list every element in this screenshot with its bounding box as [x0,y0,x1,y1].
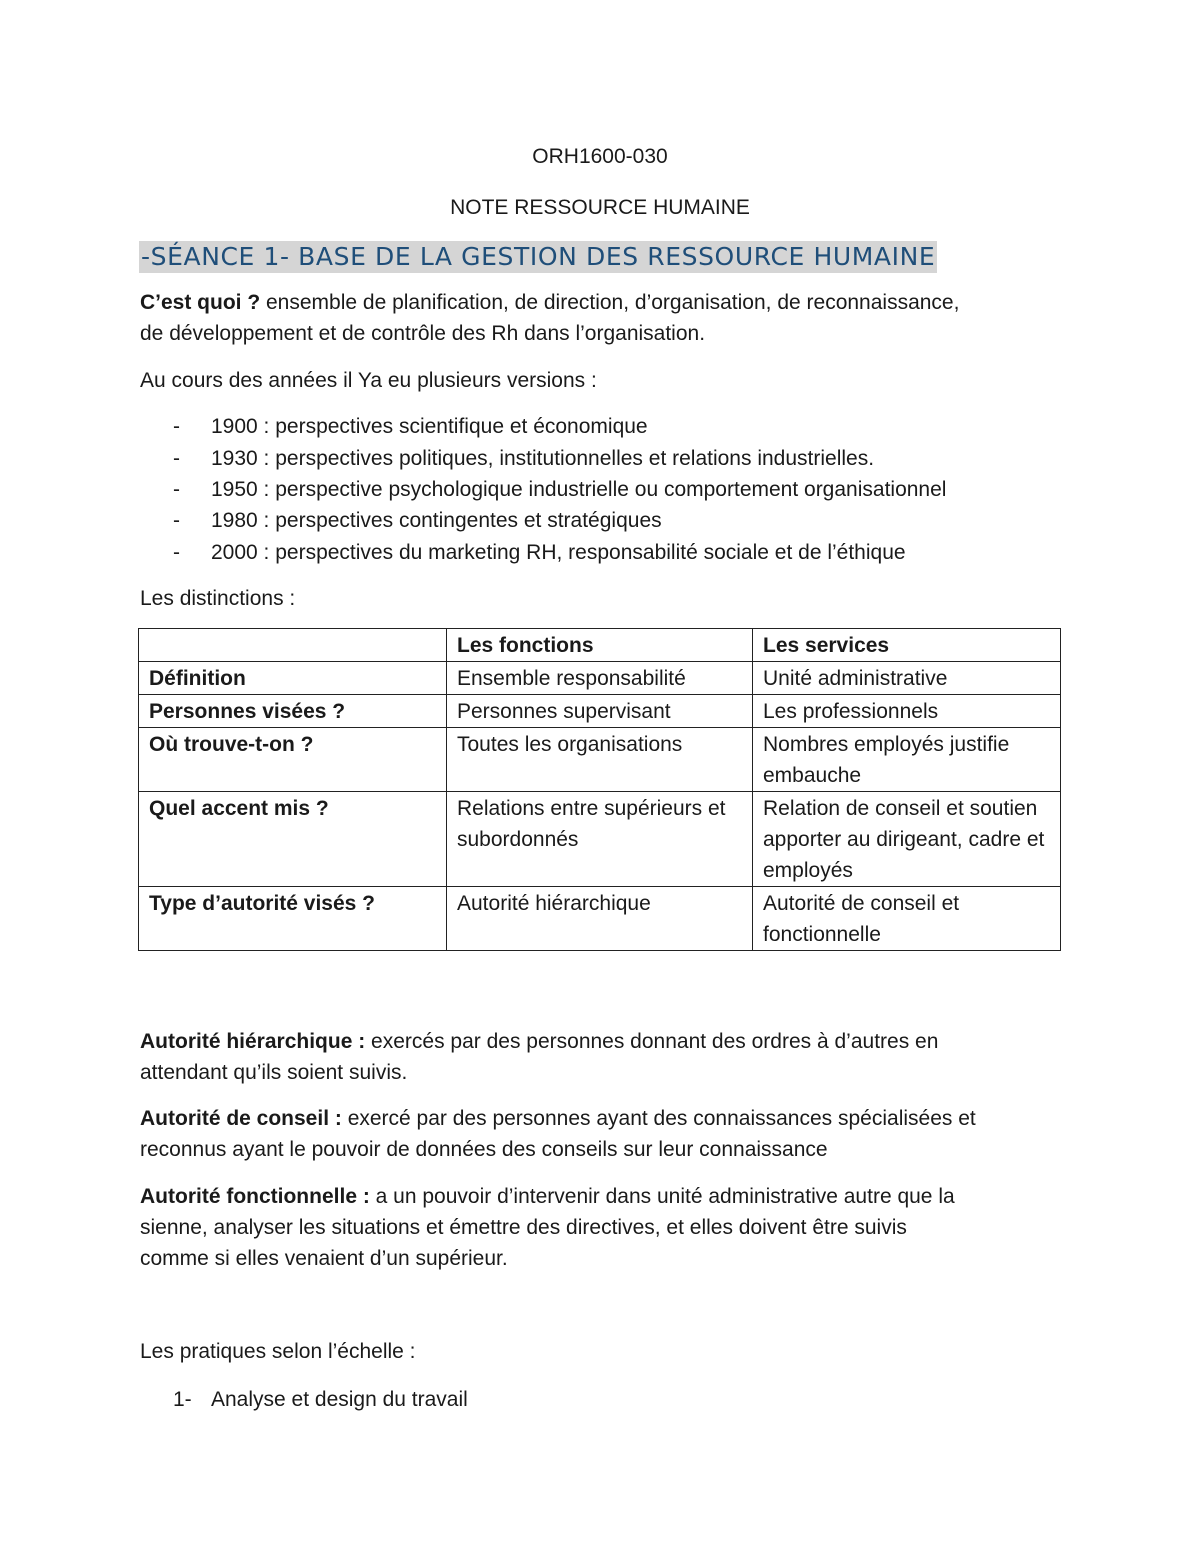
table-cell-fonctions: Toutes les organisations [447,728,753,792]
table-cell-services: Nombres employés justifie embauche [753,728,1061,792]
table-header-services: Les services [753,629,1061,662]
authority-fonctionnelle-text: a un pouvoir d’intervenir dans unité administrative autre que la [369,1185,955,1208]
authority-fonctionnelle-line-3: comme si elles venaient d’un supérieur. [140,1247,508,1270]
authority-fonctionnelle-label: Autorité fonctionnelle : [140,1185,370,1208]
list-item-text: 1980 : perspectives contingentes et stratégiques [211,509,662,532]
list-item-text: 1900 : perspectives scientifique et économique [211,415,648,438]
list-number: 1- [173,1388,192,1411]
bullet-marker: - [173,509,180,532]
table-cell-fonctions: Relations entre supérieurs et subordonnés [447,792,753,887]
table-row-label: Quel accent mis ? [139,792,447,887]
versions-intro: Au cours des années il Ya eu plusieurs versions : [140,369,597,392]
document-title: NOTE RESSOURCE HUMAINE [450,196,750,219]
table-cell-fonctions: Personnes supervisant [447,695,753,728]
bullet-marker: - [173,447,180,470]
authority-conseil-line-1 [140,1103,1080,1134]
table-row-label: Définition [139,662,447,695]
table-cell-services: Unité administrative [753,662,1061,695]
table-row [139,662,1061,695]
authority-hierarchique-text: exercés par des personnes donnant des ordres à d’autres en [365,1030,939,1053]
authority-fonctionnelle-line-1 [140,1181,1080,1212]
authority-conseil-label: Autorité de conseil : [140,1107,342,1130]
course-code: ORH1600-030 [532,145,668,168]
authority-hierarchique-line-1 [140,1026,1080,1057]
authority-hierarchique-label: Autorité hiérarchique : [140,1030,366,1053]
table-header-fonctions: Les fonctions [447,629,753,662]
list-item-text: 1950 : perspective psychologique industrielle ou comportement organisationnel [211,478,947,501]
table-row-label: Où trouve-t-on ? [139,728,447,792]
list-item-text: 1930 : perspectives politiques, institutionnelles et relations industrielles. [211,447,875,470]
table-cell-fonctions: Autorité hiérarchique [447,887,753,951]
table-row [139,887,1061,951]
definition-line-1 [140,287,1080,318]
table-cell-fonctions: Ensemble responsabilité [447,662,753,695]
definition-line-2: de développement et de contrôle des Rh dans l’organisation. [140,322,706,345]
table-row-label: Type d’autorité visés ? [139,887,447,951]
table-cell-services: Les professionnels [753,695,1061,728]
authority-fonctionnelle-line-2: sienne, analyser les situations et émettre des directives, et elles doivent être suivis [140,1216,907,1239]
section-heading: -SÉANCE 1- BASE DE LA GESTION DES RESSOURCE HUMAINE [141,242,936,271]
table-header-row [139,629,1061,662]
bullet-marker: - [173,541,180,564]
authority-conseil-line-2: reconnus ayant le pouvoir de données des conseils sur leur connaissance [140,1138,828,1161]
table-row-label: Personnes visées ? [139,695,447,728]
bullet-marker: - [173,478,180,501]
list-item-text: Analyse et design du travail [211,1388,468,1411]
table-row [139,728,1061,792]
definition-text-1: ensemble de planification, de direction, d’organisation, de reconnaissance, [260,291,960,314]
table-cell-services: Relation de conseil et soutien apporter au dirigeant, cadre et employés [753,792,1061,887]
table-cell-services: Autorité de conseil et fonctionnelle [753,887,1061,951]
list-item-text: 2000 : perspectives du marketing RH, responsabilité sociale et de l’éthique [211,541,906,564]
distinctions-intro: Les distinctions : [140,587,296,610]
table-row [139,792,1061,887]
table-header-empty [139,629,447,662]
table-row [139,695,1061,728]
authority-conseil-text: exercé par des personnes ayant des connaissances spécialisées et [341,1107,976,1130]
practices-intro: Les pratiques selon l’échelle : [140,1340,416,1363]
authority-hierarchique-line-2: attendant qu’ils soient suivis. [140,1061,408,1084]
definition-label: C’est quoi ? [140,291,261,314]
bullet-marker: - [173,415,180,438]
distinctions-table [138,628,1061,951]
